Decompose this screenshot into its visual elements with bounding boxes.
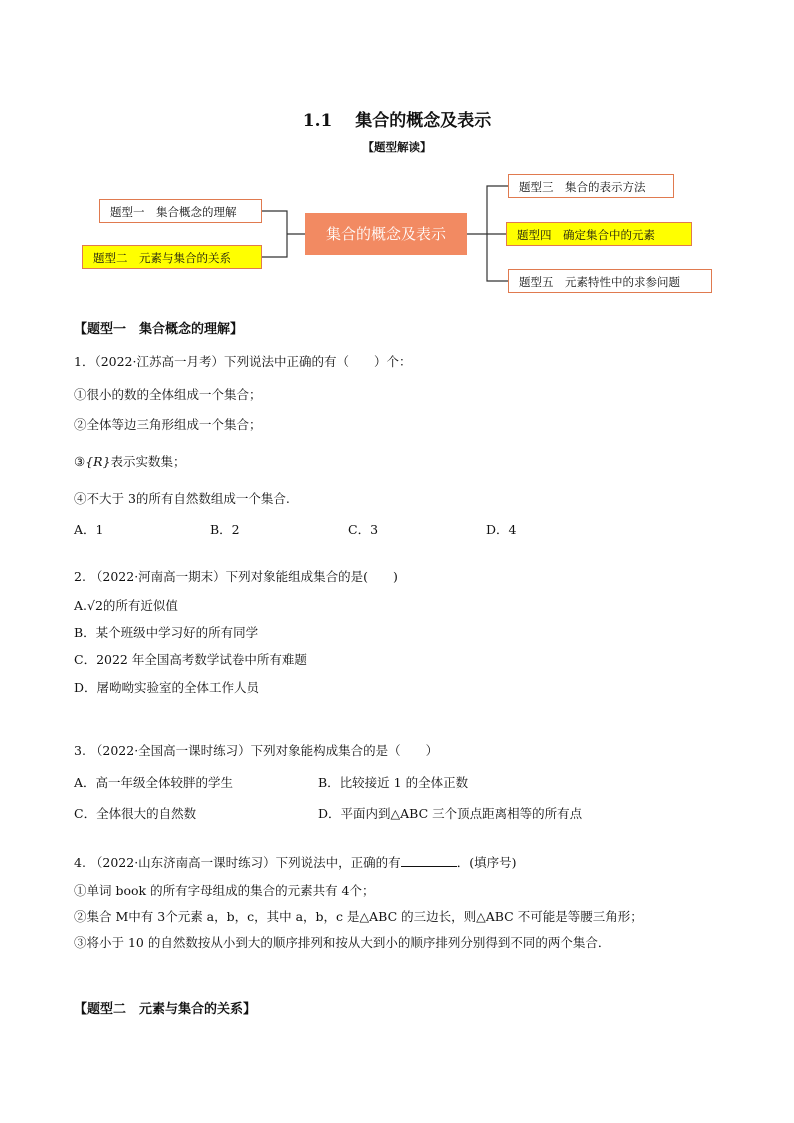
page-title: 1.1 集合的概念及表示 (302, 111, 492, 131)
q2-stem: 2. （2022·河南高一期末）下列对象能组成集合的是( ) (74, 569, 398, 584)
q3-stem: 3. （2022·全国高一课时练习）下列对象能构成集合的是（ ） (74, 743, 439, 758)
q2-option-d: D．屠呦呦实验室的全体工作人员 (74, 680, 260, 695)
q4-statement-1: ①单词 book 的所有字母组成的集合的元素共有 4个； (74, 883, 375, 898)
q1-statement-4: ④不大于 3的所有自然数组成一个集合. (74, 491, 290, 506)
q4-stem (74, 853, 516, 871)
q2-option-a: A.√2的所有近似值 (74, 598, 178, 613)
q1-statement-3-suffix: 表示实数集； (110, 454, 186, 469)
q1-option-b: B．2 (210, 522, 240, 537)
q4-answer-blank (401, 855, 457, 867)
q1-statement-3-prefix: ③ (74, 454, 86, 469)
q4-statement-3: ③将小于 10 的自然数按从小到大的顺序排列和按从大到小的顺序排列分别得到不同的两个集合． (74, 935, 611, 950)
mindmap-center: 集合的概念及表示 (305, 213, 467, 255)
section-heading-type2: 【题型二 元素与集合的关系】 (74, 1002, 257, 1017)
q3-option-c: C．全体很大的自然数 (74, 806, 197, 821)
q1-option-c: C．3 (348, 522, 379, 537)
q2-option-b: B．某个班级中学习好的所有同学 (74, 625, 259, 640)
q4-stem-suffix: ．(填序号) (456, 855, 517, 870)
q1-statement-3 (74, 452, 186, 470)
q3-option-b: B．比较接近 1 的全体正数 (318, 775, 469, 790)
q1-option-d: D．4 (486, 522, 517, 537)
q1-statement-2: ②全体等边三角形组成一个集合； (74, 417, 262, 432)
q1-statement-3-set: {R} (85, 454, 111, 469)
mindmap-node-type5: 题型五 元素特性中的求参问题 (508, 269, 712, 293)
section-heading-type1: 【题型一 集合概念的理解】 (74, 322, 244, 337)
mindmap-node-type2: 题型二 元素与集合的关系 (82, 245, 262, 269)
mindmap-node-type4: 题型四 确定集合中的元素 (506, 222, 692, 246)
q1-stem: 1．（2022·江苏高一月考）下列说法中正确的有（ ）个： (74, 354, 412, 369)
q4-statement-2: ②集合 M中有 3个元素 a，b，c，其中 a，b，c 是△ABC 的三边长，则△ABC 不可能是等腰三角形； (74, 909, 643, 924)
q3-option-a: A．高一年级全体较胖的学生 (74, 775, 234, 790)
q1-statement-1: ①很小的数的全体组成一个集合； (74, 387, 262, 402)
q4-stem-text: 4. （2022·山东济南高一课时练习）下列说法中，正确的有 (74, 855, 401, 870)
mindmap-node-type1: 题型一 集合概念的理解 (99, 199, 262, 223)
mindmap-node-type3: 题型三 集合的表示方法 (508, 174, 674, 198)
page-subtitle: 【题型解读】 (362, 140, 432, 154)
q2-option-c: C．2022 年全国高考数学试卷中所有难题 (74, 652, 307, 667)
q3-option-d: D．平面内到△ABC 三个顶点距离相等的所有点 (318, 806, 583, 821)
q1-option-a: A．1 (74, 522, 104, 537)
